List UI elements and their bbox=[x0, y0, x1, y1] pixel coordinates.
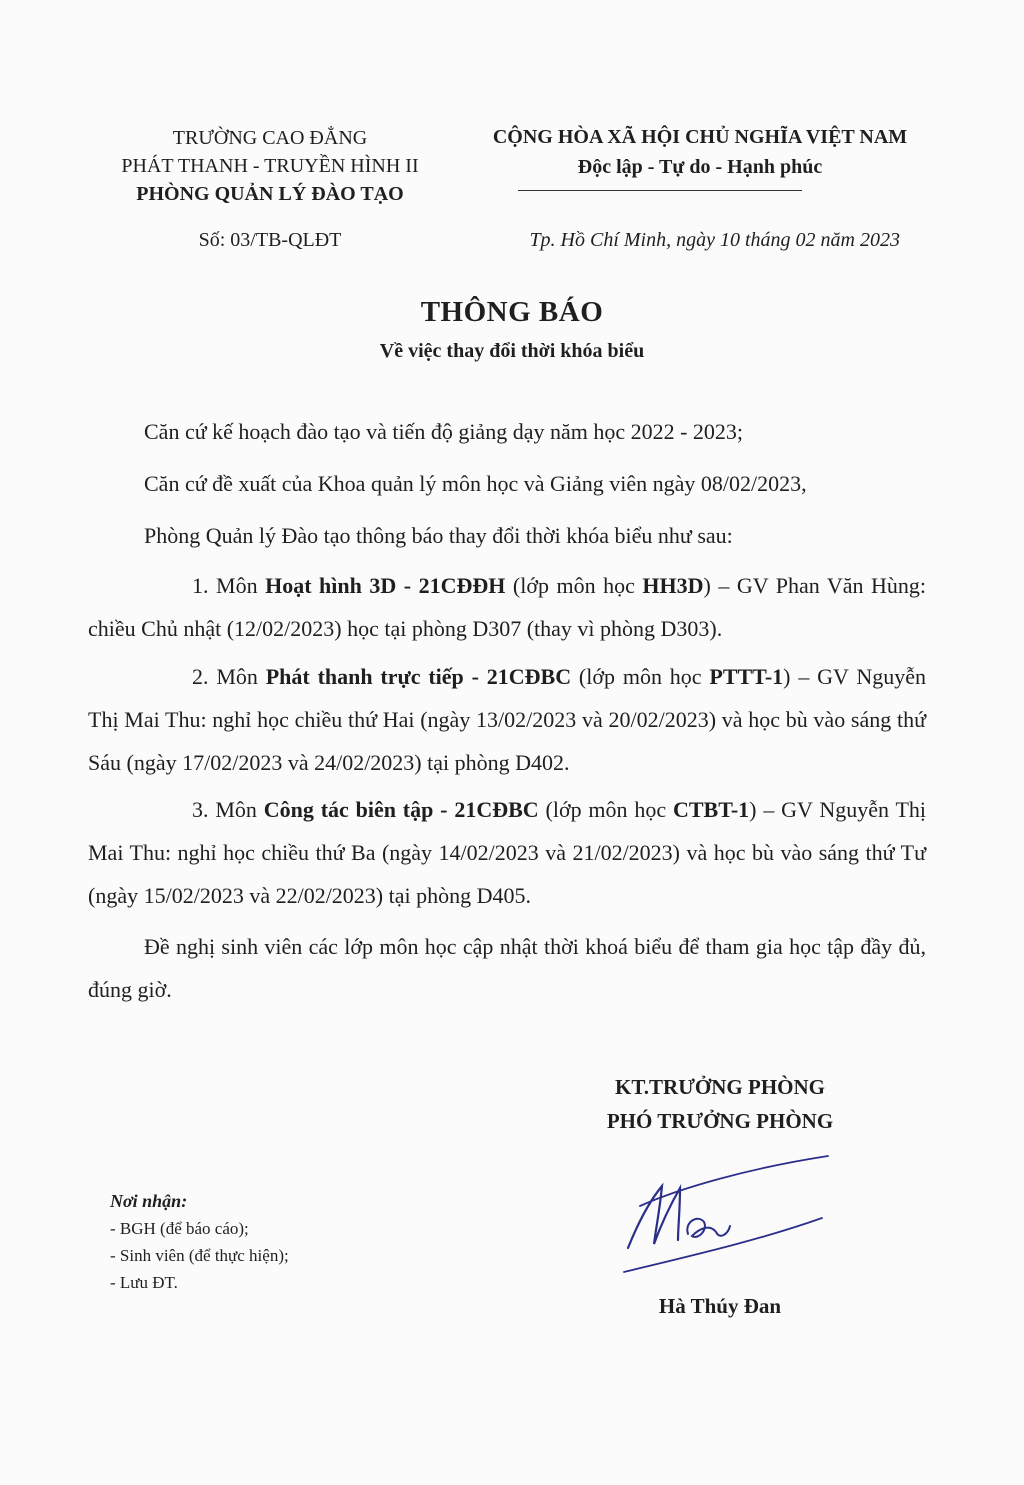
org-line-1: TRƯỜNG CAO ĐẲNG bbox=[172, 127, 368, 149]
course-name: Công tác biên tập - 21CĐBC bbox=[263, 797, 539, 822]
item-text: ) – GV Nguyễn Thị Mai Thu: nghỉ học chiều thứ Hai (ngày 13/02/2023 và 20/02/2023) và học bù vào sáng thứ Sáu (ngày 17/02/2023 và 24/02/2023) tại phòng D402. bbox=[88, 664, 927, 775]
document-date: Tp. Hồ Chí Minh, ngày 10 tháng 02 năm 2023 bbox=[529, 229, 900, 251]
recipients-heading: Nơi nhận: bbox=[110, 1191, 188, 1211]
recipient-item: - BGH (để báo cáo); bbox=[110, 1219, 249, 1238]
paragraph-basis-2-text: Căn cứ đề xuất của Khoa quản lý môn học và Giảng viên ngày 08/02/2023, bbox=[144, 471, 807, 496]
handwritten-signature bbox=[600, 1148, 840, 1278]
list-item bbox=[88, 564, 926, 650]
item-number: 1. Môn bbox=[192, 573, 266, 598]
item-number: 3. Môn bbox=[192, 797, 264, 822]
item-number: 2. Môn bbox=[192, 664, 266, 689]
paragraph-basis-2 bbox=[88, 462, 926, 505]
item-text: ) – GV Phan Văn Hùng: chiều Chủ nhật (12/02/2023) học tại phòng D307 (thay vì phòng D303). bbox=[88, 573, 927, 641]
item-text: (lớp môn học bbox=[538, 797, 673, 822]
document-number: Số: 03/TB-QLĐT bbox=[198, 229, 342, 251]
list-item bbox=[88, 788, 926, 917]
nation-name: CỘNG HÒA XÃ HỘI CHỦ NGHĨA VIỆT NAM bbox=[492, 126, 908, 148]
recipient-item: - Lưu ĐT. bbox=[110, 1273, 178, 1292]
document-title: THÔNG BÁO bbox=[420, 296, 604, 328]
course-name: Phát thanh trực tiếp - 21CĐBC bbox=[265, 664, 572, 689]
item-text: (lớp môn học bbox=[571, 664, 710, 689]
recipient-item: - Sinh viên (để thực hiện); bbox=[110, 1246, 289, 1265]
closing-paragraph bbox=[88, 925, 926, 1011]
course-name: Hoạt hình 3D - 21CĐĐH bbox=[265, 573, 506, 598]
national-header bbox=[420, 122, 980, 182]
item-text: (lớp môn học bbox=[505, 573, 643, 598]
class-code: PTTT-1 bbox=[709, 664, 784, 689]
paragraph-intro-text: Phòng Quản lý Đào tạo thông báo thay đổi thời khóa biểu như sau: bbox=[144, 523, 733, 548]
class-code: HH3D bbox=[642, 573, 704, 598]
recipients-block bbox=[110, 1188, 289, 1296]
motto-underline bbox=[518, 190, 802, 191]
paragraph-intro bbox=[88, 514, 926, 557]
paragraph-basis-1-text: Căn cứ kế hoạch đào tạo và tiến độ giảng dạy năm học 2022 - 2023; bbox=[144, 419, 744, 444]
item-text: ) – GV Nguyễn Thị Mai Thu: nghỉ học chiều thứ Ba (ngày 14/02/2023 và 21/02/2023) và học bù vào sáng thứ Tư (ngày 15/02/2023 và 22/02/2023) tại phòng D405. bbox=[88, 797, 927, 908]
class-code: CTBT-1 bbox=[672, 797, 750, 822]
list-item bbox=[88, 655, 926, 784]
signatory-line-1: KT.TRƯỞNG PHÒNG bbox=[615, 1075, 825, 1099]
paragraph-basis-1 bbox=[88, 410, 926, 453]
issuing-organization bbox=[60, 124, 480, 208]
national-motto: Độc lập - Tự do - Hạnh phúc bbox=[577, 156, 823, 178]
closing-text: Đề nghị sinh viên các lớp môn học cập nhật thời khoá biểu để tham gia học tập đầy đủ, đúng giờ. bbox=[88, 934, 926, 1002]
signatory-line-2: PHÓ TRƯỞNG PHÒNG bbox=[606, 1109, 834, 1133]
org-line-2: PHÁT THANH - TRUYỀN HÌNH II bbox=[121, 155, 419, 177]
signatory-title bbox=[520, 1070, 920, 1138]
org-line-3: PHÒNG QUẢN LÝ ĐÀO TẠO bbox=[136, 183, 404, 205]
document-subtitle: Về việc thay đổi thời khóa biểu bbox=[379, 340, 645, 362]
signatory-name: Hà Thúy Đan bbox=[658, 1294, 782, 1318]
